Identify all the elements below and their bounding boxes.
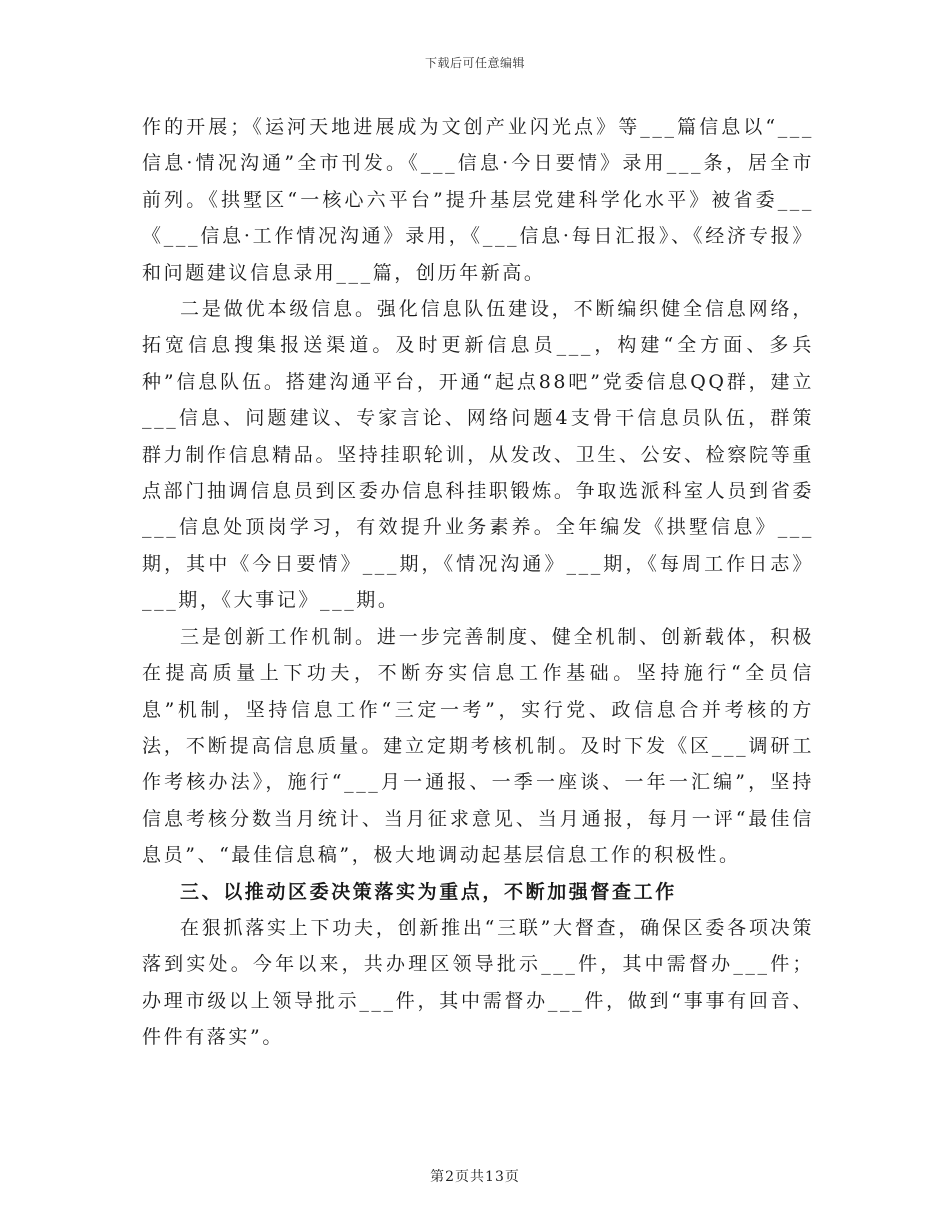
paragraph-continuation: 作的开展；《运河天地进展成为文创产业闪光点》等___篇信息以“___信息·情况沟通”全市刊发。《___信息·今日要情》录用___条，居全市前列。《拱墅区“一核心六平台”提升基层党建科学化水平》被省委___《___信息·工作情况沟通》录用，《___信息·每日汇报》、《经济专报》和问题建议信息录用___篇，创历年新高。 <box>142 116 814 284</box>
header-note: 下载后可任意编辑 <box>424 56 525 70</box>
paragraph-supervision: 在狠抓落实上下功夫，创新推出“三联”大督查，确保区委各项决策落到实处。今年以来，共办理区领导批示___件，其中需督办___件；办理市级以上领导批示___件，其中需督办___件，做到“事事有回音、件件有落实”。 <box>142 916 814 1049</box>
section-heading: 三、以推动区委决策落实为重点，不断加强督查工作 <box>180 880 677 903</box>
paragraph-local-information: 二是做优本级信息。强化信息队伍建设，不断编织健全信息网络，拓宽信息搜集报送渠道。及时更新信息员___，构建“全方面、多兵种”信息队伍。搭建沟通平台，开通“起点88吧”党委信息QQ群，建立___信息、问题建议、专家言论、网络问题4支骨干信息员队伍，群策群力制作信息精品。坚持挂职轮训，从发改、卫生、公安、检察院等重点部门抽调信息员到区委办信息科挂职锻炼。争取选派科室人员到省委___信息处顶岗学习，有效提升业务素养。全年编发《拱墅信息》___期，其中《今日要情》___期，《情况沟通》___期，《每周工作日志》___期，《大事记》___期。 <box>142 298 814 612</box>
paragraph-work-mechanism: 三是创新工作机制。进一步完善制度、健全机制、创新载体，积极在提高质量上下功夫，不断夯实信息工作基础。坚持施行“全员信息”机制，坚持信息工作“三定一考”，实行党、政信息合并考核的方法，不断提高信息质量。建立定期考核机制。及时下发《区___调研工作考核办法》，施行“___月一通报、一季一座谈、一年一汇编”，坚持信息考核分数当月统计、当月征求意见、当月通报，每月一评“最佳信息员”、“最佳信息稿”，极大地调动起基层信息工作的积极性。 <box>142 625 814 867</box>
page-number: 第2页共13页 <box>430 1169 520 1185</box>
document-body <box>142 109 814 1056</box>
